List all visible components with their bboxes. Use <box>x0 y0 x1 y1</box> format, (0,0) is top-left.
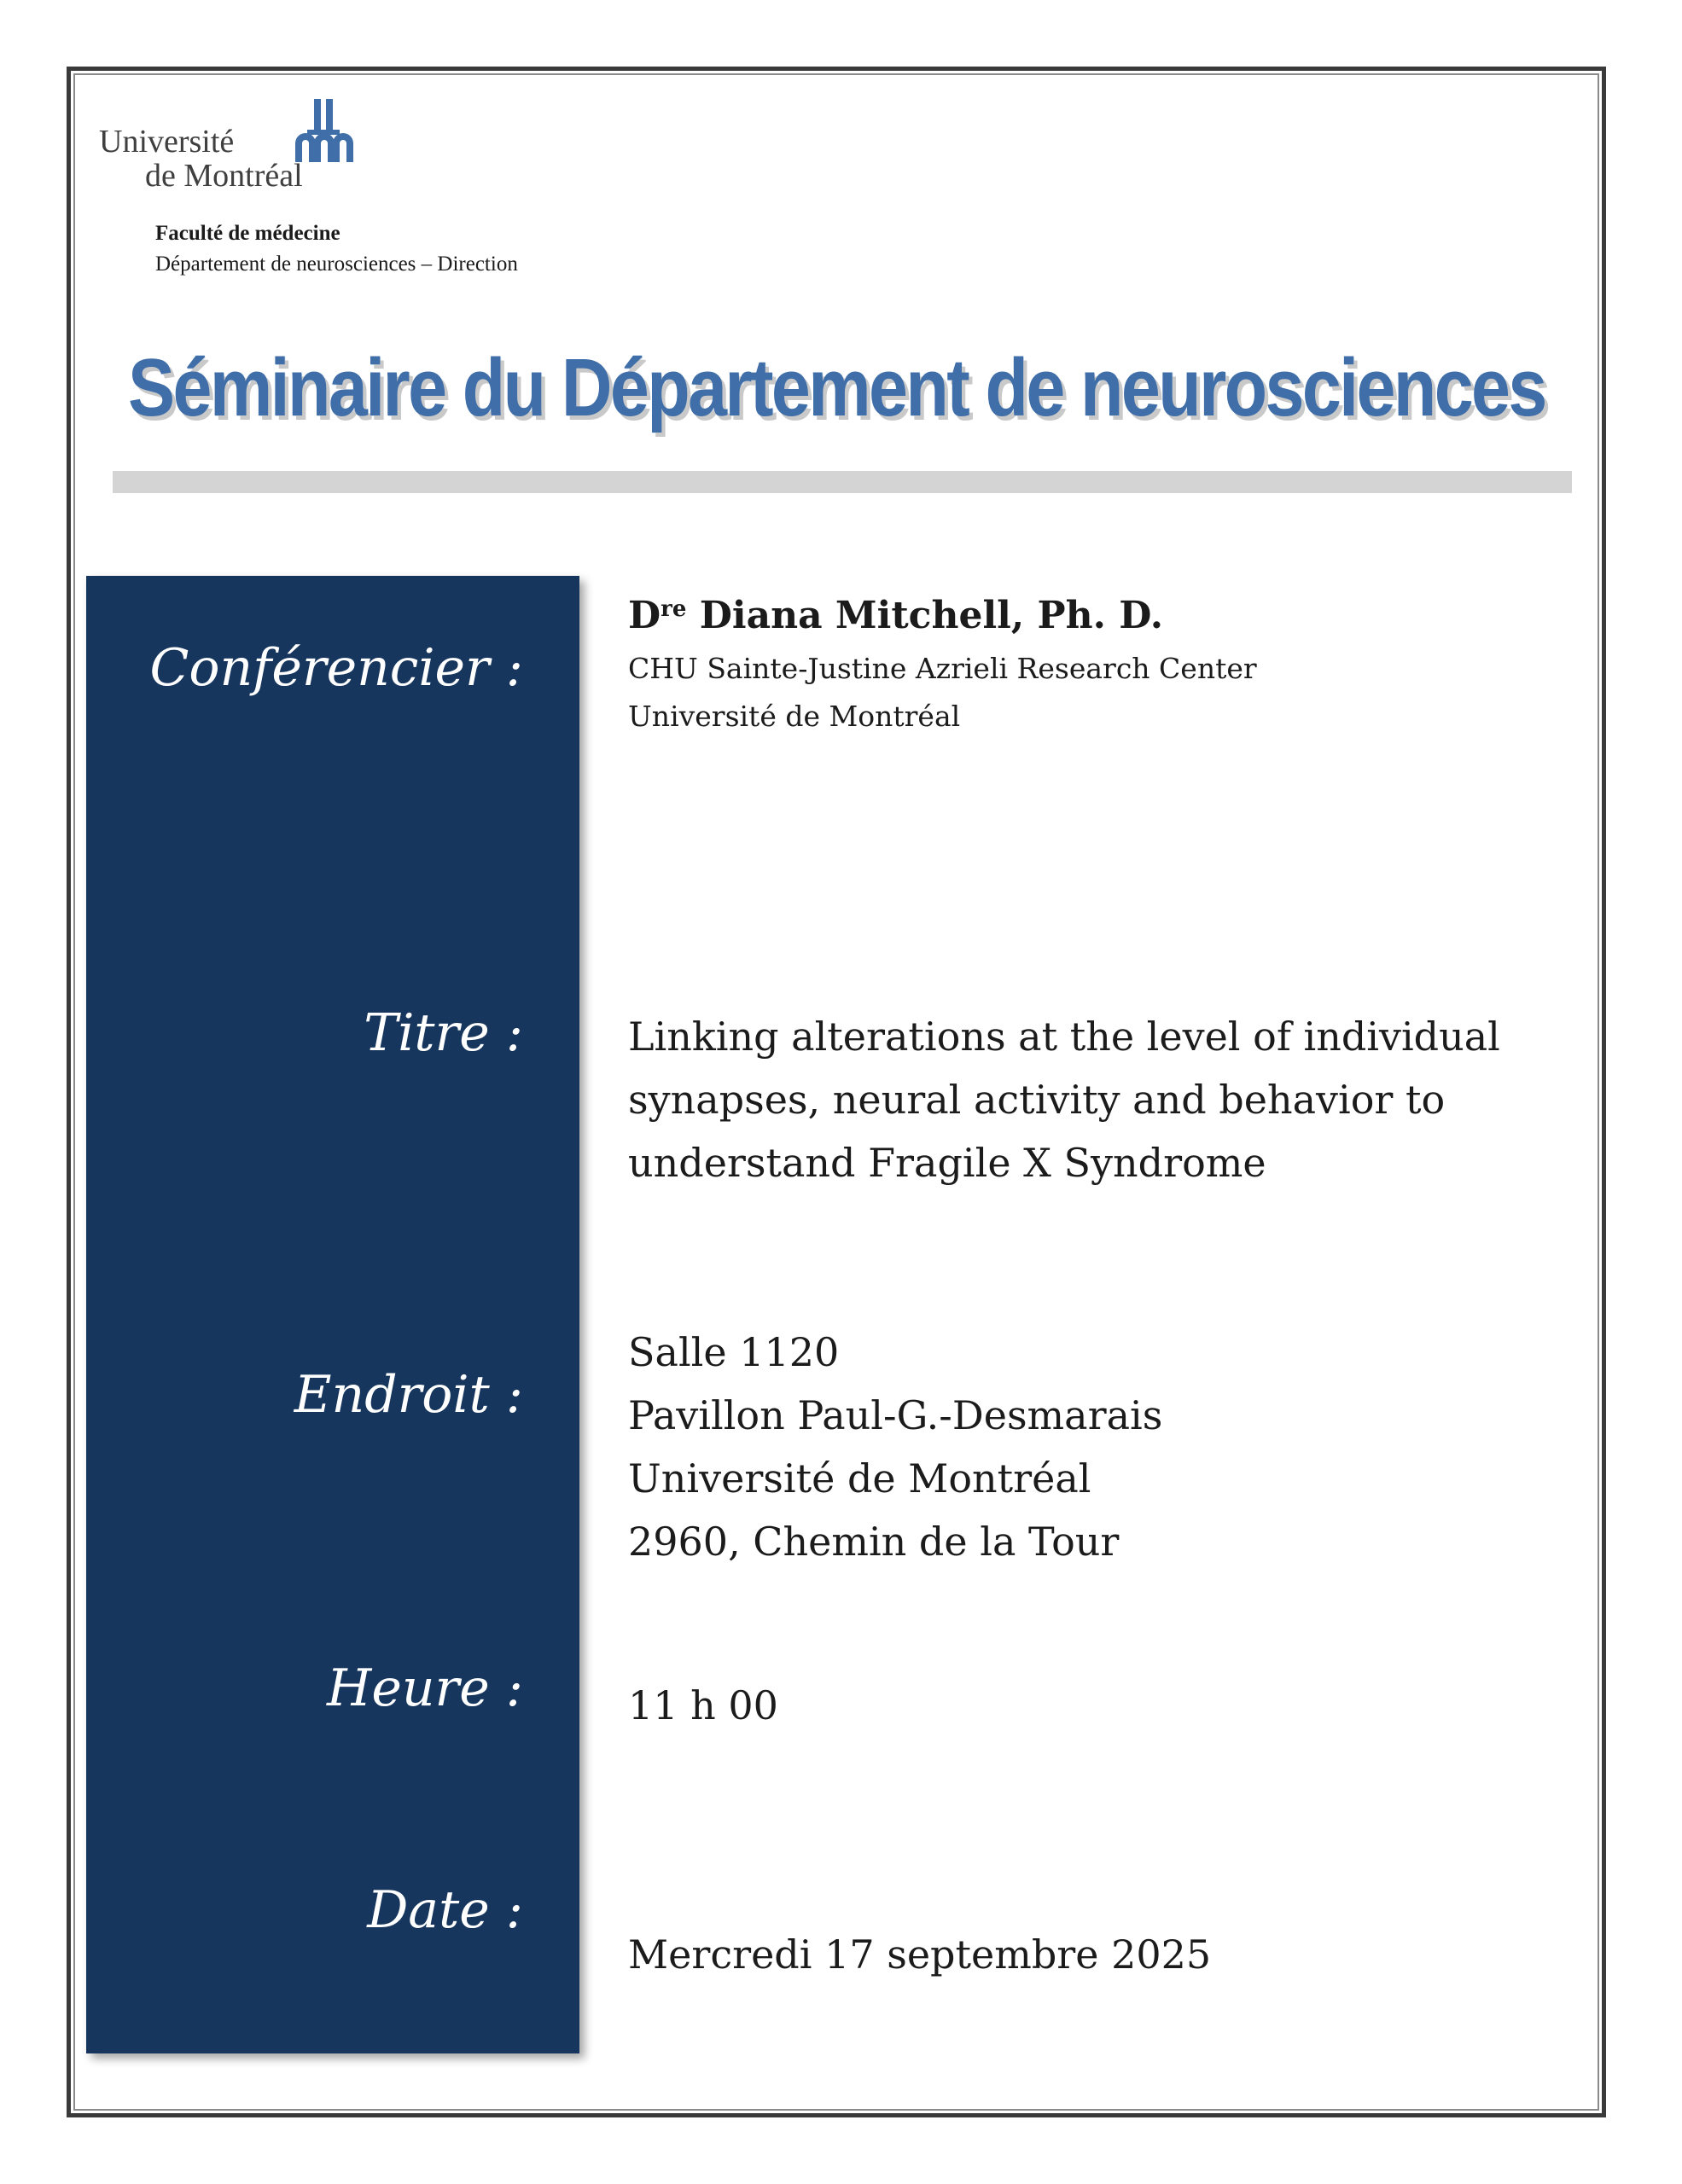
place-label: Endroit : <box>294 1365 523 1425</box>
seminar-banner-title: Séminaire du Département de neurosciences <box>128 342 1545 433</box>
department-name: Département de neurosciences – Direction <box>155 253 518 276</box>
speaker-affiliation-line2: Université de Montréal <box>628 700 961 733</box>
university-name-line1: Université <box>99 124 235 160</box>
date-label: Date : <box>367 1880 523 1940</box>
venue-line: Université de Montréal <box>628 1455 1091 1502</box>
venue-address <box>628 1321 1162 1573</box>
venue-line: Salle 1120 <box>628 1329 840 1375</box>
faculty-name: Faculté de médecine <box>155 222 340 245</box>
speaker-affiliation-line1: CHU Sainte-Justine Azrieli Research Center <box>628 652 1257 685</box>
venue-line: 2960, Chemin de la Tour <box>628 1519 1120 1565</box>
banner-divider <box>113 471 1572 493</box>
university-name-line2: de Montréal <box>145 158 303 194</box>
university-name <box>99 125 303 193</box>
title-label: Titre : <box>364 1003 523 1063</box>
university-logo <box>99 99 372 201</box>
talk-title-line: Linking alterations at the level of individual <box>628 1014 1500 1060</box>
speaker-name <box>628 594 1163 637</box>
speaker-prefix-sup: re <box>661 596 687 622</box>
speaker-prefix: D <box>628 594 661 637</box>
time-label: Heure : <box>327 1658 523 1718</box>
speaker-affiliation <box>628 645 1257 741</box>
talk-title-line: understand Fragile X Syndrome <box>628 1140 1266 1186</box>
venue-line: Pavillon Paul-G.-Desmarais <box>628 1392 1163 1438</box>
talk-title-line: synapses, neural activity and behavior to <box>628 1077 1446 1123</box>
event-time: 11 h 00 <box>628 1682 778 1728</box>
speaker-fullname: Diana Mitchell, Ph. D. <box>686 594 1164 637</box>
event-date: Mercredi 17 septembre 2025 <box>628 1931 1212 1978</box>
labels-panel <box>86 576 579 2053</box>
speaker-label: Conférencier : <box>149 638 523 698</box>
talk-title <box>628 1005 1550 1194</box>
